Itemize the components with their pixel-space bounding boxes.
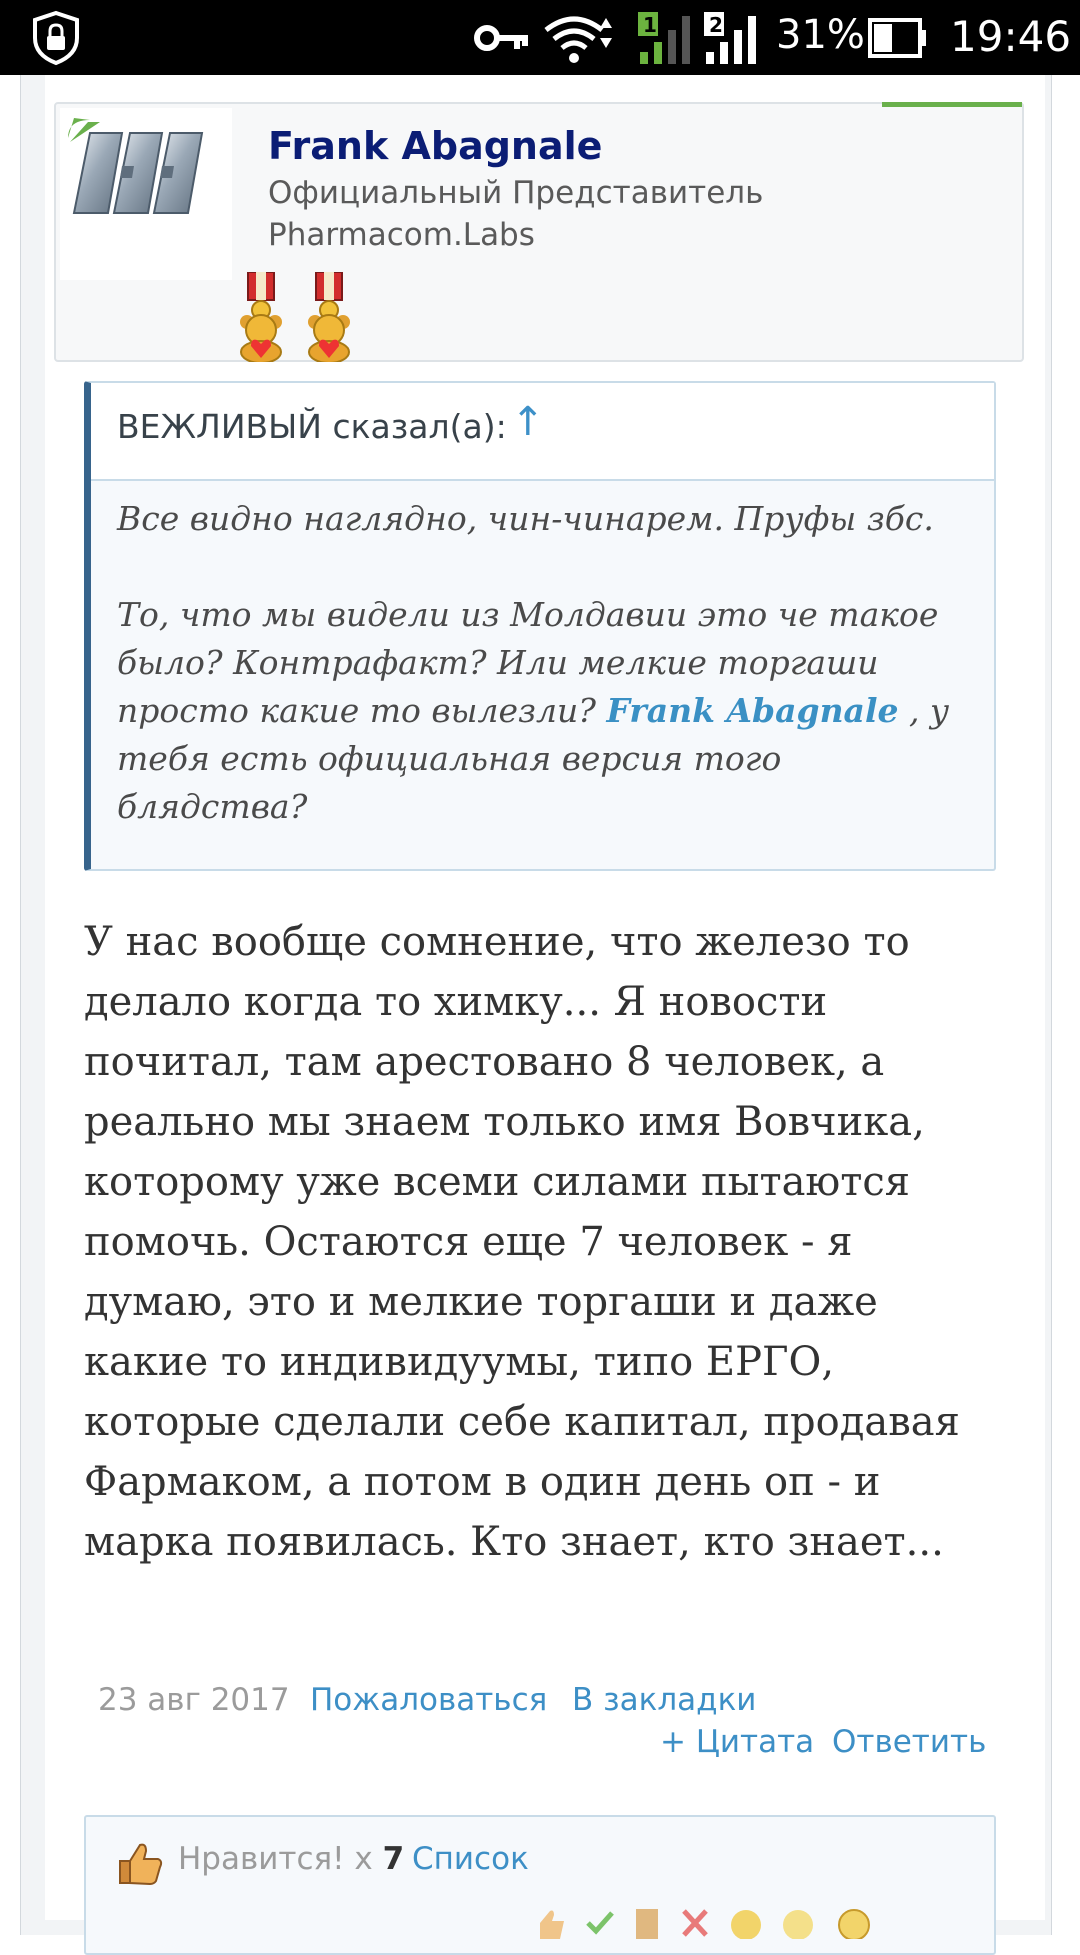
likes-list-link[interactable]: Список <box>412 1841 529 1877</box>
reply-button[interactable]: Ответить <box>832 1724 987 1760</box>
avatar[interactable] <box>60 108 232 280</box>
post-date: 23 авг 2017 <box>98 1682 290 1718</box>
avatar-logo-icon <box>60 108 232 280</box>
sim1-signal-icon <box>638 12 702 64</box>
thumbs-up-icon[interactable] <box>116 1839 164 1887</box>
reaction-paper-icon[interactable] <box>636 1909 658 1939</box>
post-body: У нас вообще сомнение, что железо то делало когда то химку... Я новости почитал, там арестовано 8 человек, а реально мы знаем только имя Вовчика, которому уже всеми силами пытаются помочь. Остаются еще 7 человек - я думаю, это и мелкие торгаши и даже какие то индивидуумы, типо ЕРГО, которые сделали себе капитал, продавая Фармаком, а потом в один день оп - и марка появилась. Кто знает, кто знает... <box>84 919 960 1565</box>
report-link[interactable]: Пожаловаться <box>310 1682 548 1718</box>
quote-paragraph-2 <box>117 591 977 831</box>
quote-header <box>91 383 994 481</box>
sim2-label: 2 <box>709 13 723 37</box>
reaction-cross-icon[interactable] <box>684 1911 706 1935</box>
reaction-laugh-icon[interactable] <box>783 1910 813 1939</box>
likes-label-text: Нравится! х <box>178 1841 383 1877</box>
status-bar <box>0 0 1080 75</box>
teddy-bear-medal-icon <box>234 272 288 362</box>
author-card <box>54 102 1024 362</box>
author-title: Официальный Представитель Pharmacom.Labs <box>268 175 764 253</box>
wifi-icon <box>544 14 616 66</box>
lock-icon <box>28 10 84 66</box>
reaction-icons-row <box>536 1899 986 1939</box>
reaction-thumb-icon[interactable] <box>540 1911 564 1940</box>
teddy-bear-medal-icon <box>302 272 356 362</box>
quote-paragraph-1: Все видно наглядно, чин-чинарем. Пруфы збс. <box>117 499 934 538</box>
quote-text-after-mention: , у тебя есть официальная версия того блядства? <box>117 691 950 826</box>
clock-time: 19:46 <box>950 12 1072 61</box>
reaction-smile-icon[interactable] <box>731 1910 761 1939</box>
sim1-label: 1 <box>643 13 657 37</box>
battery-icon <box>868 18 928 58</box>
quote-text-before-mention: То, что мы видели из Молдавии это че такое было? Контрафакт? Или мелкие торгаши просто какие то вылезли? <box>117 595 939 730</box>
bookmark-link[interactable]: В закладки <box>572 1682 757 1718</box>
vpn-key-icon <box>474 20 530 56</box>
quote-text <box>117 495 977 831</box>
reaction-check-icon[interactable] <box>588 1913 612 1931</box>
likes-count: 7 <box>382 1841 405 1877</box>
author-card-accent <box>882 102 1022 107</box>
quote-button[interactable]: + Цитата <box>660 1724 815 1760</box>
user-mention-link[interactable]: Frank Abagnale <box>606 691 899 730</box>
likes-label <box>178 1841 404 1877</box>
quote-author: ВЕЖЛИВЫЙ сказал(а): <box>117 407 507 446</box>
quote-block <box>84 381 996 871</box>
battery-percent: 31% <box>776 12 865 58</box>
sim2-signal-icon <box>704 12 768 64</box>
author-name[interactable]: Frank Abagnale <box>268 124 603 168</box>
quote-jump-arrow-icon[interactable]: ↑ <box>511 399 545 445</box>
reaction-clock-icon[interactable] <box>839 1910 869 1939</box>
likes-box <box>84 1815 996 1955</box>
